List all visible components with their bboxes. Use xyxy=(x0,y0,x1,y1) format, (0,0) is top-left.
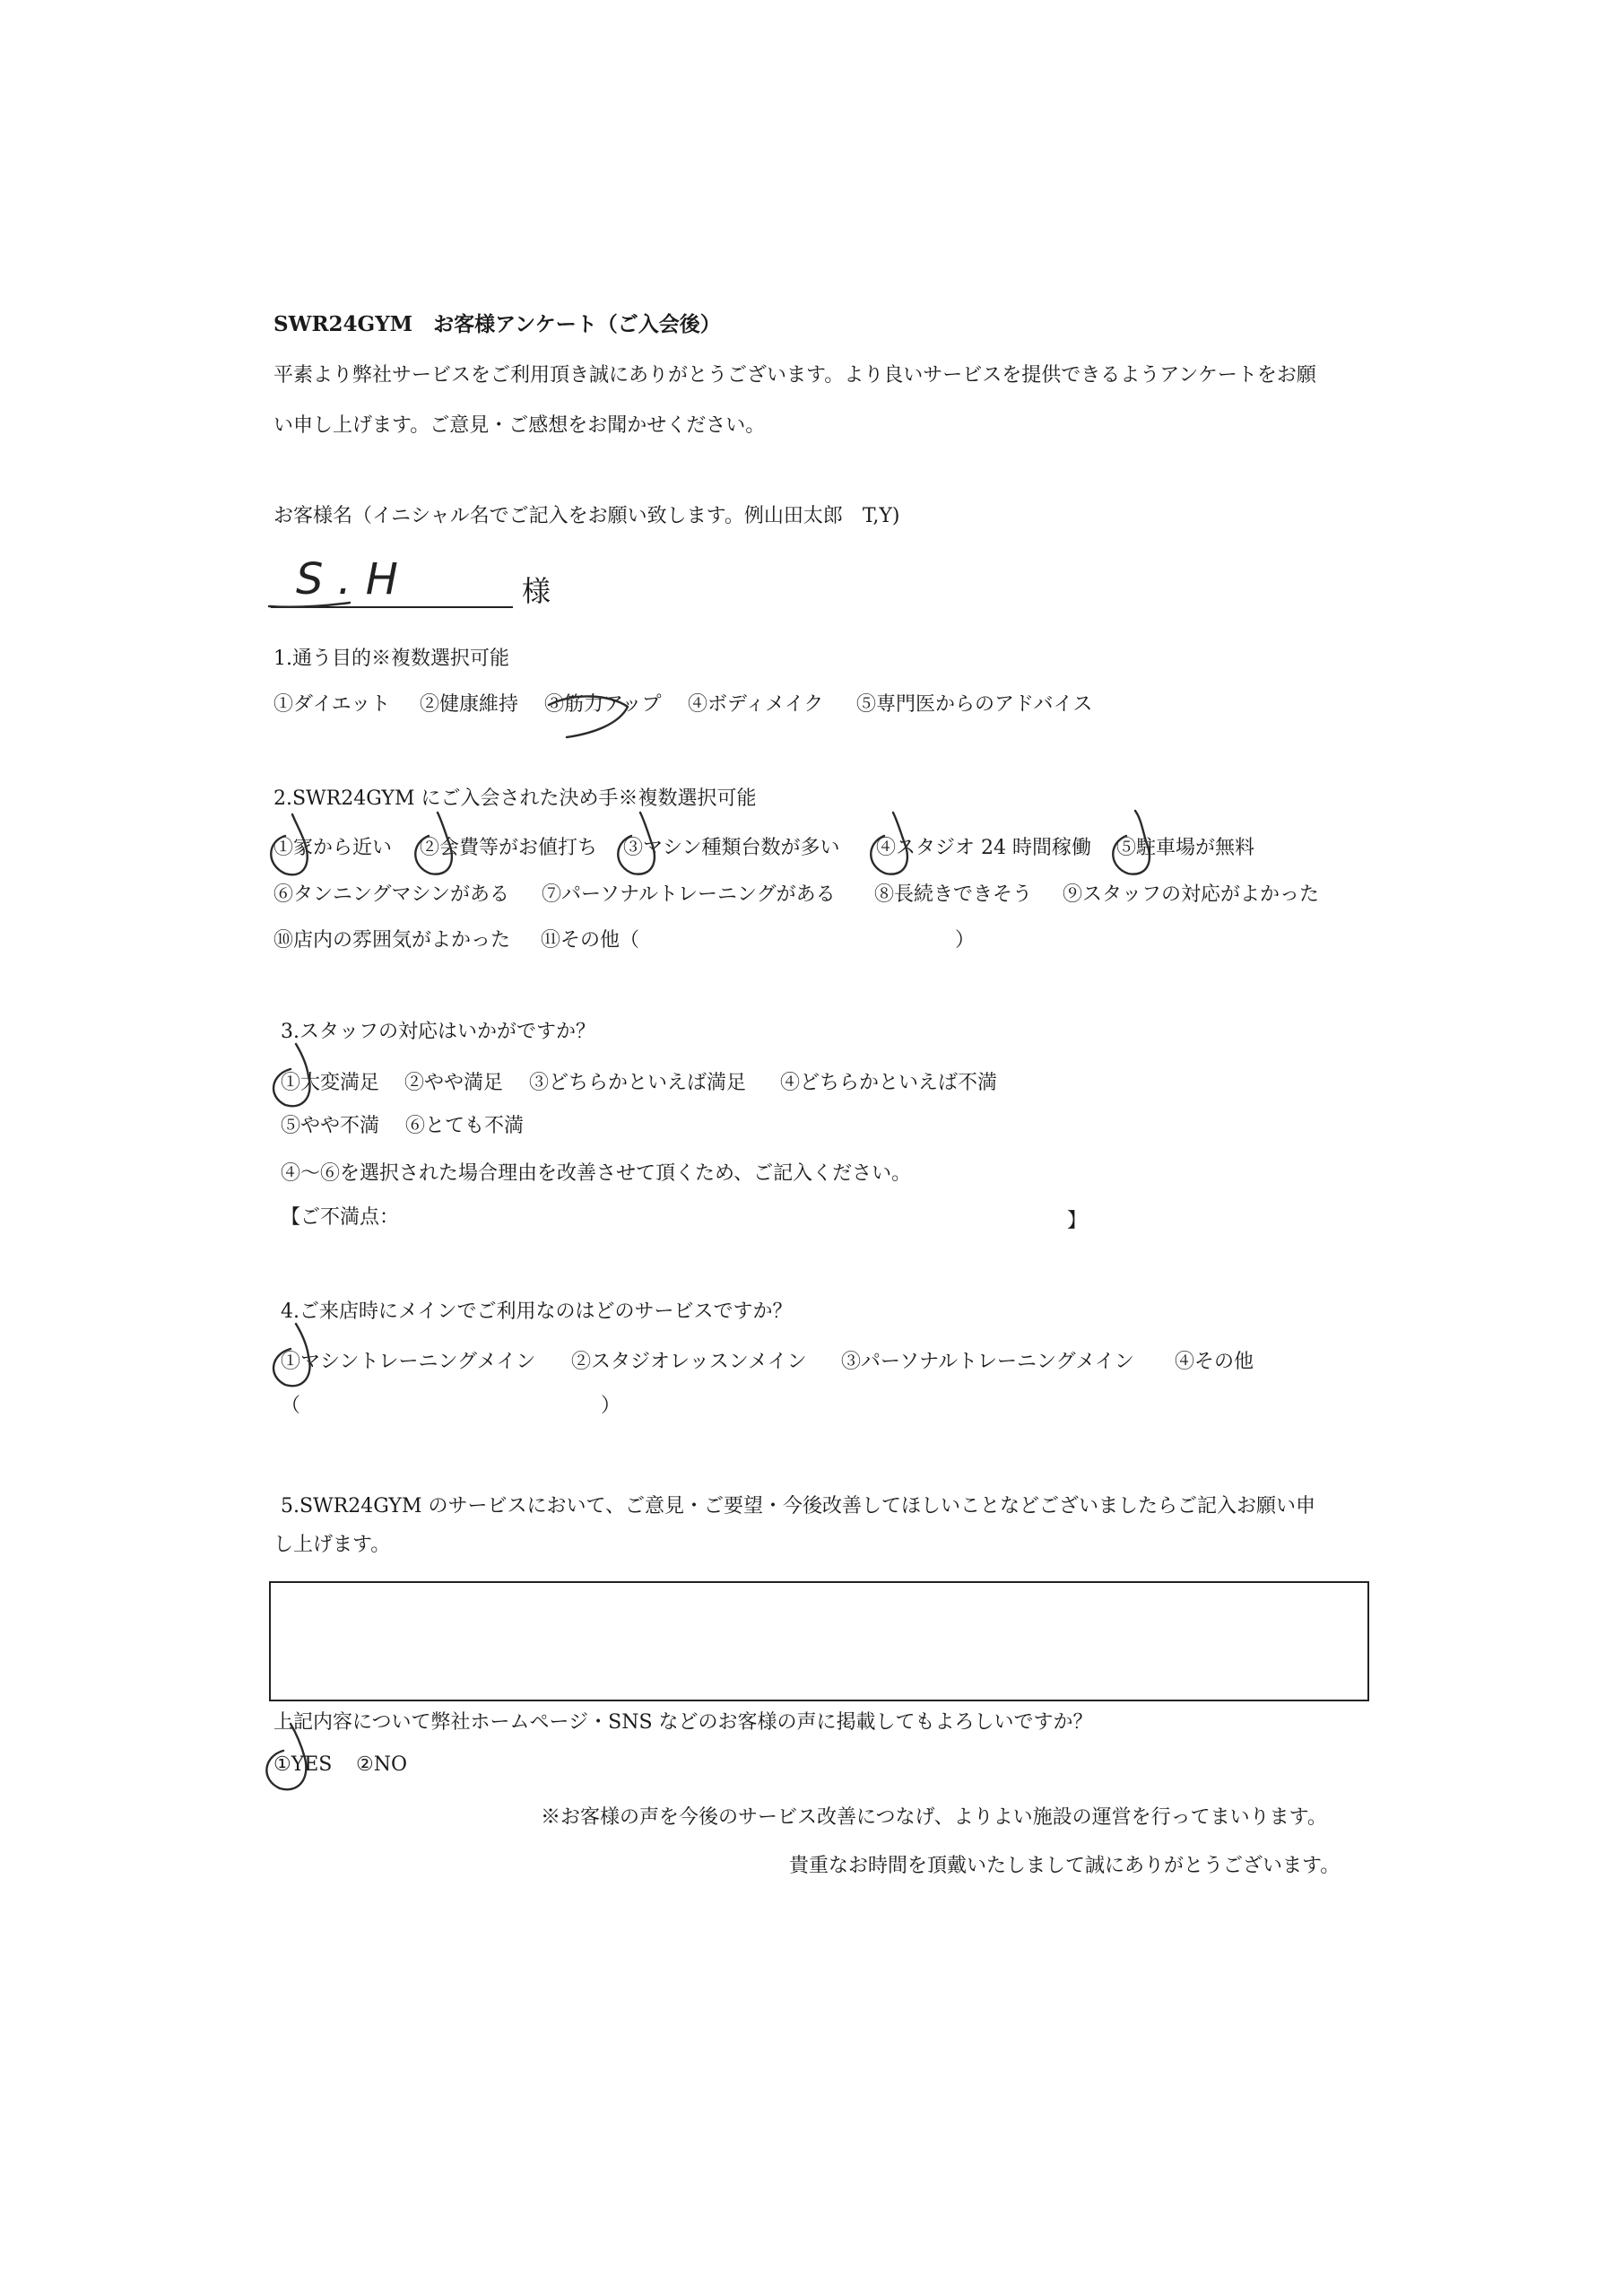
comment-box[interactable] xyxy=(269,1581,1369,1701)
q1-option-4[interactable]: ④ボディメイク xyxy=(688,693,824,716)
footer-thanks: 貴重なお時間を頂戴いたしまして誠にありがとうございます。 xyxy=(789,1855,1341,1877)
q5-title-line-1: 5.SWR24GYM のサービスにおいて、ご意見・ご要望・今後改善してほしいことなどございましたらご記入お願い申 xyxy=(281,1495,1316,1518)
q1-option-3[interactable]: ③筋力アップ xyxy=(544,693,662,716)
consent-no[interactable]: ②NO xyxy=(356,1753,408,1776)
q3-option-5[interactable]: ⑤やや不満 xyxy=(281,1115,380,1137)
customer-name-label: お客様名（イニシャル名でご記入をお願い致します。例山田太郎 T,Y) xyxy=(273,505,900,527)
q4-title: 4.ご来店時にメインでご利用なのはどのサービスですか？ xyxy=(281,1300,793,1323)
customer-initials: S.H xyxy=(296,554,412,604)
name-underline xyxy=(271,606,513,608)
q3-option-6[interactable]: ⑥とても不満 xyxy=(405,1115,525,1137)
survey-title: SWR24GYM お客様アンケート（ご入会後） xyxy=(273,312,721,336)
q2-option-2[interactable]: ②会費等がお値打ち xyxy=(420,837,598,859)
complaint-close: 】 xyxy=(1067,1210,1088,1232)
q5-title-line-2: し上げます。 xyxy=(273,1534,391,1556)
q3-option-4[interactable]: ④どちらかといえば不満 xyxy=(780,1072,998,1094)
q2-option-3[interactable]: ③マシン種類台数が多い xyxy=(623,837,840,859)
q2-option-9[interactable]: ⑨スタッフの対応がよかった xyxy=(1063,883,1320,906)
q1-option-2[interactable]: ②健康維持 xyxy=(420,693,519,716)
q3-option-3[interactable]: ③どちらかといえば満足 xyxy=(529,1072,747,1094)
intro-line-1: 平素より弊社サービスをご利用頂き誠にありがとうございます。より良いサービスを提供できるようアンケートをお願 xyxy=(273,364,1316,387)
q2-other-close-paren: ） xyxy=(955,929,976,952)
consent-yes[interactable]: ①YES xyxy=(273,1753,333,1776)
honorific: 様 xyxy=(522,574,551,608)
q2-option-5[interactable]: ⑤駐車場が無料 xyxy=(1116,837,1255,859)
q2-option-11[interactable]: ⑪その他（ xyxy=(541,929,640,952)
q3-title: 3.スタッフの対応はいかがですか？ xyxy=(281,1021,595,1043)
consent-question: 上記内容について弊社ホームページ・SNS などのお客様の声に掲載してもよろしいですか？ xyxy=(273,1711,1093,1734)
q3-note: ④～⑥を選択された場合理由を改善させて頂くため、ご記入ください。 xyxy=(281,1162,912,1185)
q2-option-1[interactable]: ①家から近い xyxy=(273,837,393,859)
q2-option-10[interactable]: ⑩店内の雰囲気がよかった xyxy=(273,929,511,952)
q3-option-2[interactable]: ②やや満足 xyxy=(404,1072,504,1094)
q2-option-4[interactable]: ④スタジオ 24 時間稼働 xyxy=(876,837,1091,859)
complaint-open: 【ご不満点： xyxy=(281,1206,400,1229)
q1-option-1[interactable]: ①ダイエット xyxy=(273,693,391,716)
q3-option-1[interactable]: ①大変満足 xyxy=(281,1072,380,1094)
q1-option-5[interactable]: ⑤専門医からのアドバイス xyxy=(856,693,1093,716)
q4-other-open-paren: （ xyxy=(281,1395,301,1417)
q4-other-close-paren: ） xyxy=(601,1395,621,1417)
footer-note: ※お客様の声を今後のサービス改善につなげ、よりよい施設の運営を行ってまいります。 xyxy=(541,1806,1327,1829)
q4-option-3[interactable]: ③パーソナルトレーニングメイン xyxy=(841,1351,1134,1373)
q2-option-6[interactable]: ⑥タンニングマシンがある xyxy=(273,883,510,906)
q4-option-4[interactable]: ④その他 xyxy=(1175,1351,1254,1373)
q1-title: 1.通う目的※複数選択可能 xyxy=(273,648,509,670)
q2-title: 2.SWR24GYM にご入会された決め手※複数選択可能 xyxy=(273,787,757,810)
q4-option-2[interactable]: ②スタジオレッスンメイン xyxy=(571,1351,807,1373)
intro-line-2: い申し上げます。ご意見・ご感想をお聞かせください。 xyxy=(273,414,766,437)
q2-option-8[interactable]: ⑧長続きできそう xyxy=(874,883,1033,906)
q2-option-7[interactable]: ⑦パーソナルトレーニングがある xyxy=(542,883,836,906)
q4-option-1[interactable]: ①マシントレーニングメイン xyxy=(281,1351,536,1373)
